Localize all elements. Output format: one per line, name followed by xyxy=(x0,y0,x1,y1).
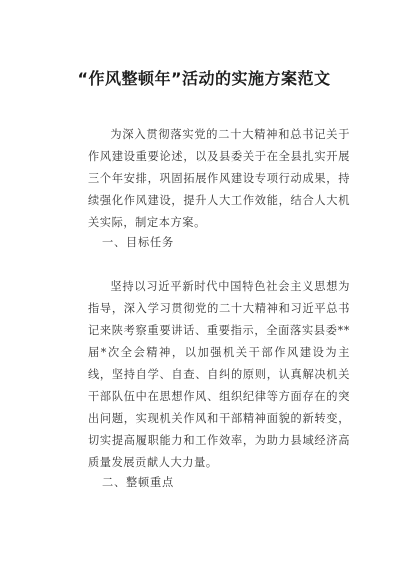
section-body-targets: 坚持以习近平新时代中国特色社会主义思想为指导，深入学习贯彻党的二十大精神和习近平总书记来陕考察重要讲话、重要指示，全面落实县委**届*次全会精神，以加强机关干部作风建设为主线，坚持自学、自查、自纠的原则，认真解决机关干部队伍中在思想作风、组织纪律等方面存在的突出问题，实现机关作风和干部精神面貌的新转变，切实提高履职能力和工作效率，为助力县域经济高质量发展贡献人大力量。 xyxy=(88,280,350,469)
section-heading-targets: 一、目标任务 xyxy=(102,236,174,249)
document-title: “作风整顿年”活动的实施方案范文 xyxy=(77,69,331,88)
intro-paragraph: 为深入贯彻落实党的二十大精神和总书记关于作风建设重要论述，以及县委关于在全县扎实开展三个年安排，巩固拓展作风建设专项行动成果，持续强化作风建设，提升人大工作效能，结合人大机关实际，制定本方案。 xyxy=(88,128,350,229)
section-heading-focus: 二、整顿重点 xyxy=(102,476,174,489)
